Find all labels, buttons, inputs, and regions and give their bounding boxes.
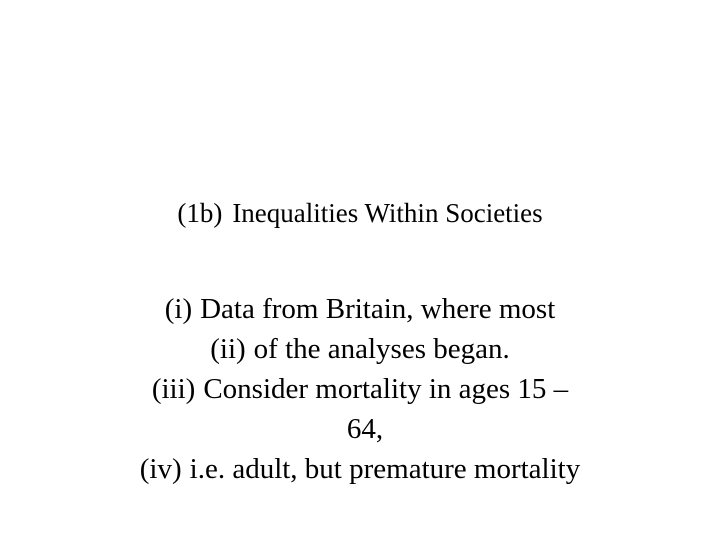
numbered-list — [0, 289, 720, 489]
list-item-text: Consider mortality in ages 15 – — [203, 373, 569, 405]
subtitle-text: Inequalities Within Societies — [232, 198, 543, 228]
list-item-number: (iv) — [139, 453, 182, 485]
section-subtitle — [0, 196, 720, 230]
list-item-number: (i) — [164, 293, 193, 325]
list-item-text: Data from Britain, where most — [200, 293, 556, 325]
list-item — [0, 369, 720, 409]
list-item-number: (iii) — [151, 373, 196, 405]
list-item-continuation — [0, 409, 720, 449]
list-item-text: of the analyses began. — [253, 333, 510, 365]
list-item-text: 64, — [346, 413, 384, 445]
subtitle-number: (1b) — [177, 198, 223, 228]
list-item-number: (ii) — [210, 333, 246, 365]
list-item-text: i.e. adult, but premature mortality — [189, 453, 581, 485]
list-item — [0, 329, 720, 369]
list-item — [0, 449, 720, 489]
list-item — [0, 289, 720, 329]
